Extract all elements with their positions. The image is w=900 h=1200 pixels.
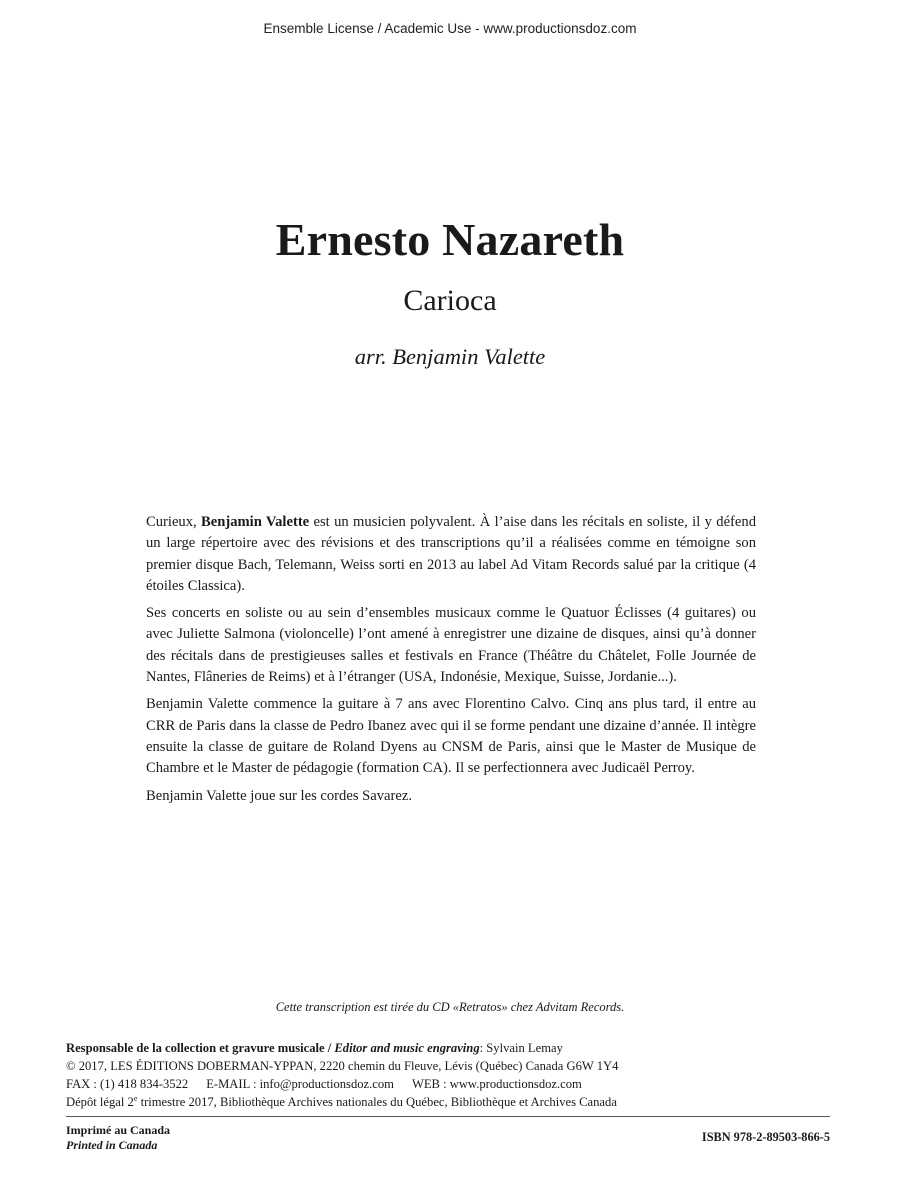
credits-deposit-line — [66, 1093, 836, 1111]
bio-paragraph-2: Ses concerts en soliste ou au sein d’ensembles musicaux comme le Quatuor Éclisses (4 guitares) ou avec Juliette Salmona (violoncelle) l’ont amené à enregistrer une dizaine de disques, ainsi qu’à donner des récitals dans de prestigieuses salles et festivals en France (Théâtre du Châtelet, Folle Journée de Nantes, Flâneries de Reims) et à l’étranger (USA, Indonésie, Mexique, Suisse, Jordanie...). — [146, 605, 756, 686]
publisher-credits — [66, 1039, 836, 1111]
composer-name: Ernesto Nazareth — [275, 214, 625, 265]
credits-contact-line — [66, 1075, 836, 1093]
credits-responsible-colon: : — [479, 1041, 487, 1055]
license-header: Ensemble License / Academic Use - www.productionsdoz.com — [263, 21, 637, 36]
credits-fax: FAX : (1) 418 834-3522 — [66, 1077, 189, 1091]
bio-paragraph-4: Benjamin Valette joue sur les cordes Savarez. — [146, 787, 412, 804]
printed-en: Printed in Canada — [66, 1138, 158, 1152]
credits-responsible-en: Editor and music engraving — [334, 1041, 480, 1055]
isbn-number: ISBN 978-2-89503-866-5 — [701, 1130, 830, 1144]
credits-web: WEB : www.productionsdoz.com — [411, 1077, 582, 1091]
bio-p1-name: Benjamin Valette — [201, 514, 310, 530]
printed-fr: Imprimé au Canada — [66, 1123, 171, 1137]
credits-responsible-name: Sylvain Lemay — [486, 1041, 563, 1055]
credits-deposit-post: trimestre 2017, Bibliothèque Archives nationales du Québec, Bibliothèque et Archives Canada — [137, 1095, 617, 1109]
bio-p1-rest: est un musicien polyvalent. À l’aise dans les récitals en soliste, il y défend un large répertoire avec des révisions et des transcriptions qu’il a réalisées comme en témoigne son premier disque Bach, Telemann, Weiss sorti en 2013 au label Ad Vitam Records salué par la critique (4 étoiles Classica). — [146, 514, 756, 594]
biography — [146, 512, 756, 813]
source-note: Cette transcription est tirée du CD «Retratos» chez Advitam Records. — [275, 1000, 625, 1014]
credits-responsible-fr: Responsable de la collection et gravure musicale / — [66, 1041, 335, 1055]
bio-paragraph-1 — [146, 512, 756, 597]
credits-deposit-sup: e — [133, 1094, 138, 1103]
arranger-credit: arr. Benjamin Valette — [354, 344, 546, 369]
credits-copyright: © 2017, LES ÉDITIONS DOBERMAN-YPPAN, 2220 chemin du Fleuve, Lévis (Québec) Canada G6W 1Y4 — [66, 1059, 619, 1073]
credits-deposit-pre: Dépôt légal 2 — [66, 1095, 134, 1109]
piece-title: Carioca — [403, 284, 497, 317]
printed-in — [66, 1123, 170, 1153]
footer-divider — [66, 1116, 830, 1117]
credits-email: E-MAIL : info@productionsdoz.com — [206, 1077, 394, 1091]
bio-p1-lead: Curieux, — [146, 514, 202, 530]
bio-paragraph-3: Benjamin Valette commence la guitare à 7 ans avec Florentino Calvo. Cinq ans plus tard, il entre au CRR de Paris dans la classe de Pedro Ibanez avec qui il se forme pendant une dizaine d’année. Il intègre ensuite la classe de guitare de Roland Dyens au CNSM de Paris, ainsi que le Master de Musique de Chambre et le Master de pédagogie (formation CA). Il se perfectionnera avec Judicaël Perroy. — [146, 696, 756, 777]
credits-responsible-line — [66, 1039, 836, 1057]
